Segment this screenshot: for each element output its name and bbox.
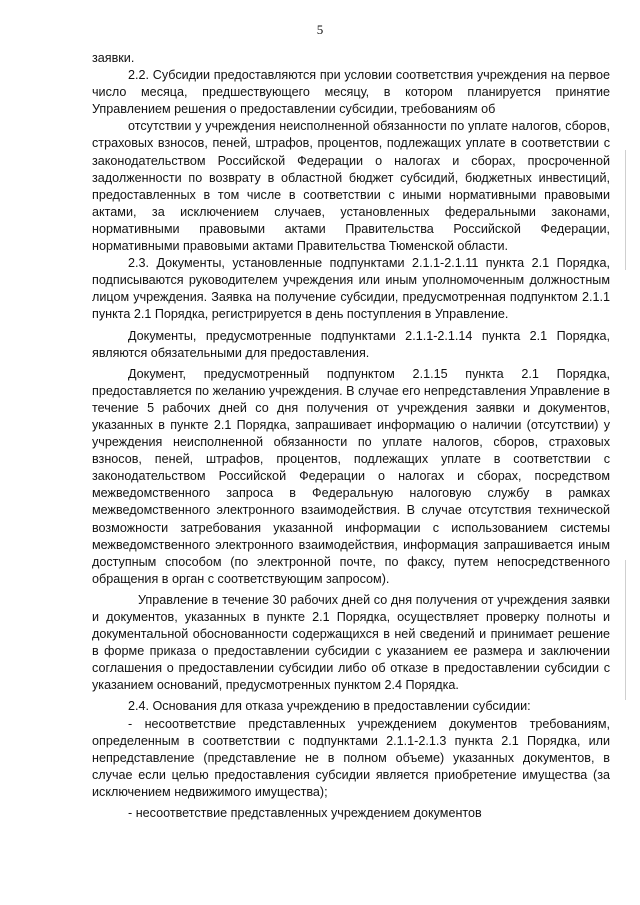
list-item-refusal-1: - несоответствие представленных учреждением документов требованиям, определенным в соответствии с подпунктами 2.1.1-2.1.3 пункта 2.1 Порядка, или непредставление (представление не в полном объеме) указанных документов, в случае если целью предоставления субсидии является приобретение имущества (за исключением недвижимого имущества); [92, 716, 610, 799]
paragraph-optional-document: Документ, предусмотренный подпунктом 2.1.15 пункта 2.1 Порядка, предоставляется по желанию учреждения. В случае его непредставления Управление в течение 5 рабочих дней со дня получения от учреждения заявки и документов, указанных в пункте 2.1 Порядка, запрашивает информацию о наличии (отсутствии) у учреждения неисполненной обязанности по уплате налогов, сборов, страховых взносов, пеней, штрафов, процентов, подлежащих уплате в соответствии с законодательством Российской Федерации о налогах и сборах, посредством межведомственного запроса в Федеральную налоговую службу в рамках межведомственного электронного взаимодействия. В случае отсутствия технической возможности затребования указанной информации с использованием системы межведомственного электронного взаимодействия, информация запрашивается иным доступным способом (по электронной почте, по факсу, путем непосредственного обращения в орган с соответствующим запросом). [92, 366, 610, 586]
paragraph-review: Управление в течение 30 рабочих дней со дня получения от учреждения заявки и документов, указанных в пункте 2.1 Порядка, осуществляет проверку полноты и документальной обоснованности содержащихся в ней сведений и принимает решение в форме приказа о предоставлении субсидии с указанием ее размера и заключении соглашения о предоставлении субсидии либо об отказе в предоставлении субсидии с указанием оснований, предусмотренных пунктом 2.4 Порядка. [92, 592, 610, 693]
paragraph-continuation: заявки. [92, 51, 135, 65]
list-item-refusal-2: - несоответствие представленных учреждением документов [128, 806, 482, 821]
paragraph-mandatory-documents: Документы, предусмотренные подпунктами 2.1.1-2.1.14 пункта 2.1 Порядка, являются обязательными для предоставления. [92, 328, 610, 360]
paragraph-2-2: 2.2. Субсидии предоставляются при условии соответствия учреждения на первое число месяца, предшествующего месяцу, в котором планируется принятие Управлением решения о предоставлении субсидии, требованиям об [92, 68, 610, 117]
paragraph-2-3: 2.3. Документы, установленные подпунктами 2.1.1-2.1.11 пункта 2.1 Порядка, подписываются руководителем учреждения или иным уполномоченным должностным лицом учреждения. Заявка на получение субсидии, предусмотренная подпунктом 2.1.1 пункта 2.1 Порядка, регистрируется в день поступления в Управление. [92, 256, 610, 322]
scan-margin-mark [625, 150, 626, 270]
scan-margin-mark [625, 560, 626, 700]
document-body [92, 50, 610, 822]
page-number: 5 [316, 22, 324, 37]
paragraph-2-4: 2.4. Основания для отказа учреждению в предоставлении субсидии: [128, 699, 531, 714]
paragraph-2-2-requirements: отсутствии у учреждения неисполненной обязанности по уплате налогов, сборов, страховых взносов, пеней, штрафов, процентов, подлежащих уплате в соответствии с законодательством Российской Федерации о налогах и сборах, просроченной задолженности по возврату в областной бюджет субсидий, бюджетных инвестиций, предоставленных в том числе в соответствии с иными нормативными правовыми актами, за исключением случаев, установленных федеральными законами, нормативными правовыми актами Правительства Российской Федерации, нормативными правовыми актами Правительства Тюменской области. [92, 119, 610, 254]
